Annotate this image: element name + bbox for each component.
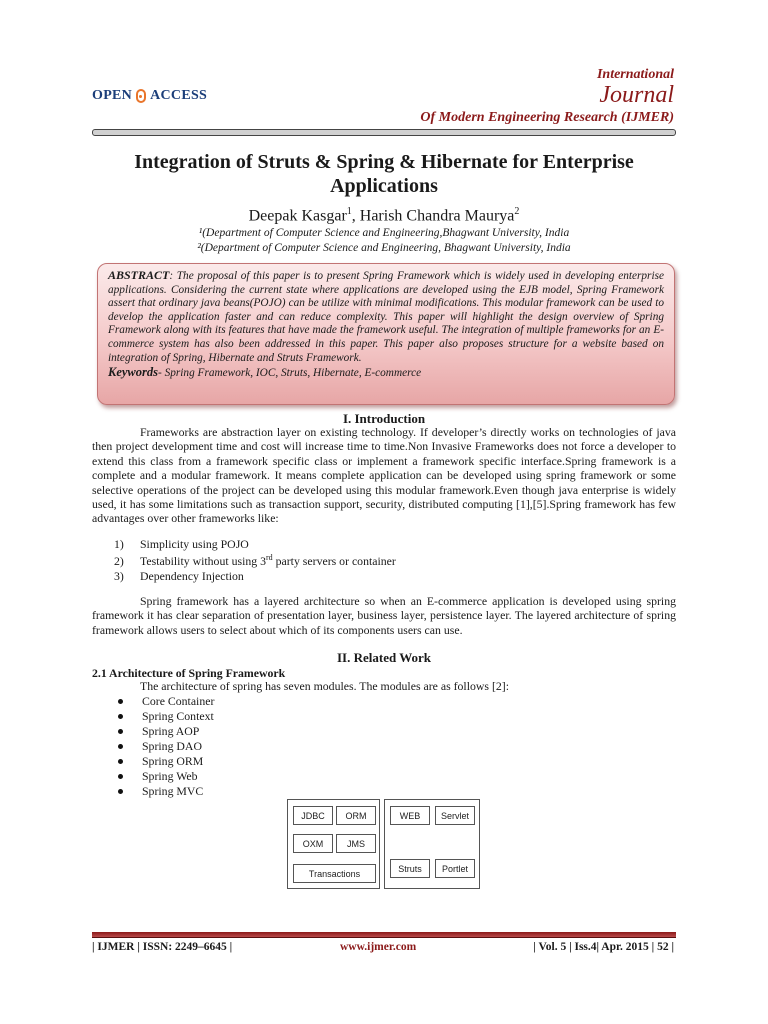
authors [92,206,676,225]
footer-rule [92,932,676,938]
author-separator: , [351,207,360,225]
list-item-sup: rd [266,553,273,563]
keywords-text: - Spring Framework, IOC, Struts, Hibernate, E-commerce [158,367,422,380]
footer-volume: | Vol. 5 | Iss.4| Apr. 2015 | 52 | [533,941,674,953]
module-oxm: OXM [293,834,333,853]
intro-paragraph-1-text: Frameworks are abstraction layer on existing technology. If developer’s directly works on technologies of java then project development time and cost will increase time to time.Non Invasive Frameworks does not force a developer to extend this class from a framework specific class or implement a framework specific interface.Spring framework is a complete and a modular framework. It means complete application can be developed using spring framework or some selective operations of the project can be developed using this modular framework.Even though java enterprise is widely used, it has some limitations such as transaction support, security, distributed computing [1],[5].Spring framework has few advantages over other frameworks like: [92,425,676,526]
keywords-label: Keywords [108,365,158,380]
list-item [114,551,396,568]
affiliation-1: ¹(Department of Computer Science and Engineering,Bhagwant University, India [198,227,570,239]
open-access-word-access: ACCESS [150,88,208,103]
list-item-text-post: party servers or container [272,554,396,569]
module-jdbc: JDBC [293,806,333,825]
bullet-icon [118,774,123,779]
bullet-icon [118,714,123,719]
architecture-intro [92,679,676,693]
module-transactions: Transactions [293,864,376,883]
keywords [108,366,664,381]
intro-paragraph-2 [92,594,676,637]
abstract-box [97,263,675,405]
abstract-label: ABSTRACT [108,268,170,282]
section-heading-related-work: II. Related Work [336,650,431,665]
footer-website-link[interactable]: www.ijmer.com [340,941,417,953]
abstract-text-block [108,269,664,365]
list-item-text: Core Container [142,694,215,708]
author-1: Deepak Kasgar [248,207,347,225]
list-item-text: Simplicity using POJO [140,537,249,551]
abstract-text: : The proposal of this paper is to present Spring Framework which is widely used in developing enterprise applications. Considering the current state where applications are developed using the EJB model, Spring Framework assert that ordinary java beans(POJO) can be utilize with minimal modifications. This modular framework can be used to develop the application faster and can reduce complexity. This paper will highlight the design overview of Spring Framework along with its features that have made the framework useful. The integration of multiple frameworks for an E-commerce system has also been addressed in this paper. This paper also proposes structure for a website based on integration of Spring, Hibernate and Struts Framework. [108,270,664,364]
open-lock-icon [136,89,146,103]
bullet-icon [118,744,123,749]
diagram-data-access-group [287,799,380,889]
bullet-icon [118,729,123,734]
list-item-number: 3) [114,568,124,583]
module-orm: ORM [336,806,376,825]
subsection-heading: 2.1 Architecture of Spring Framework [92,666,286,680]
title-line-2: Applications [330,175,438,197]
paper-title [92,150,676,198]
modules-list [118,694,214,799]
module-jms: JMS [336,834,376,853]
bullet-icon [118,699,123,704]
list-item [118,694,214,709]
list-item-text: Spring Context [142,709,214,723]
module-web: WEB [390,806,430,825]
list-item [118,754,214,769]
journal-international: International [596,67,674,82]
list-item-text: Spring Web [142,769,198,783]
list-item-text: Spring DAO [142,739,202,753]
diagram-web-group [384,799,480,889]
list-item [118,784,214,799]
module-portlet: Portlet [435,859,475,878]
list-item [118,769,214,784]
architecture-intro-text: The architecture of spring has seven modules. The modules are as follows [2]: [140,679,509,693]
list-item-text: Spring MVC [142,784,204,798]
open-access-logo [92,88,207,104]
list-item-text: Spring AOP [142,724,200,738]
header-rule [92,129,676,136]
list-item [114,537,396,551]
list-item-number: 1) [114,537,124,551]
list-item-text: Dependency Injection [140,568,244,583]
list-item-number: 2) [114,554,124,569]
intro-paragraph-1 [92,425,676,526]
open-access-word-open: OPEN [92,88,133,103]
list-item-text: Testability without using 3 [140,554,266,569]
footer-issn: | IJMER | ISSN: 2249–6645 | [92,941,233,953]
bullet-icon [118,789,123,794]
list-item [114,569,396,583]
author-2: Harish Chandra Maurya [359,207,515,225]
title-line-1: Integration of Struts & Spring & Hibernate for Enterprise [134,151,634,173]
list-item [118,724,214,739]
intro-paragraph-2-text: Spring framework has a layered architecture so when an E-commerce application is developed using spring framework it has clear separation of presentation layer, business layer, persistence layer. The layered architecture of spring framework allows users to select about which of its components users can use. [92,594,676,637]
module-servlet: Servlet [435,806,475,825]
journal-word: Journal [599,82,674,108]
list-item-text: Spring ORM [142,754,204,768]
list-item [118,739,214,754]
list-item [118,709,214,724]
section-heading-introduction: I. Introduction [342,411,426,426]
author-1-sup: 1 [346,206,352,217]
advantages-list [114,537,396,583]
module-struts: Struts [390,859,430,878]
affiliation-2: ²(Department of Computer Science and Engineering, Bhagwant University, India [197,242,571,254]
author-2-sup: 2 [514,206,520,217]
bullet-icon [118,759,123,764]
journal-full-name: Of Modern Engineering Research (IJMER) [420,110,674,125]
